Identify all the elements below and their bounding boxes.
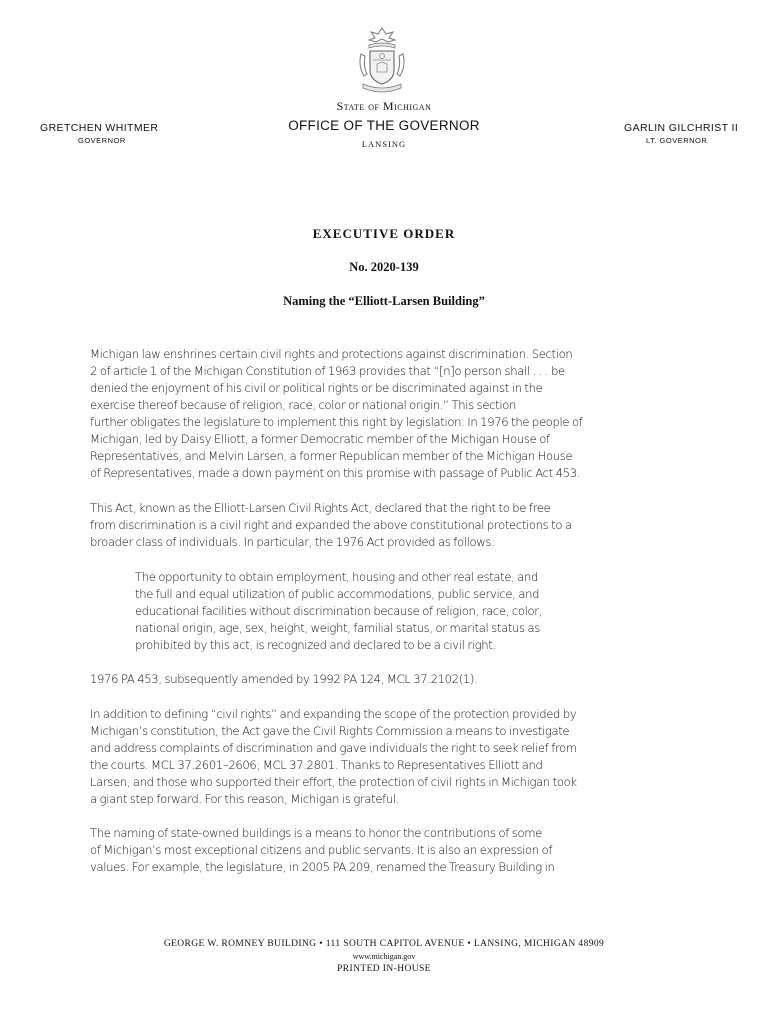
paragraph-line: values. For example, the legislature, in 2005 PA 209, renamed the Treasury Building in bbox=[90, 860, 555, 874]
paragraph-line: of Representatives, made a down payment on this promise with passage of Public Act 453. bbox=[90, 466, 581, 480]
citation-line: 1976 PA 453, subsequently amended by 1992 PA 124, MCL 37.2102(1). bbox=[90, 672, 478, 686]
quote-line: educational facilities without discrimination because of religion, race, color, bbox=[135, 604, 542, 618]
paragraph-5 bbox=[90, 825, 690, 876]
paragraph-line: the courts. MCL 37.2601–2606; MCL 37.2801. Thanks to Representatives Elliott and bbox=[90, 758, 543, 772]
paragraph-line: broader class of individuals. In particular, the 1976 Act provided as follows: bbox=[90, 535, 495, 549]
quote-line: national origin, age, sex, height, weight, familial status, or marital status as bbox=[135, 621, 540, 635]
paragraph-line: exercise thereof because of religion, race, color or national origin.” This section bbox=[90, 398, 516, 412]
footer-website: www.michigan.gov bbox=[352, 952, 416, 961]
paragraph-line: Larsen, and those who supported their effort, the protection of civil rights in Michigan took bbox=[90, 775, 577, 789]
seal-graphic bbox=[355, 26, 409, 96]
citation bbox=[90, 671, 690, 688]
order-number: No. 2020-139 bbox=[349, 260, 419, 274]
paragraph-line: This Act, known as the Elliott-Larsen Civil Rights Act, declared that the right to be free bbox=[90, 501, 551, 515]
michigan-seal-icon bbox=[355, 26, 409, 96]
paragraph-line: Michigan, led by Daisy Elliott, a former Democratic member of the Michigan House of bbox=[90, 432, 550, 446]
governor-name: GRETCHEN WHITMER bbox=[40, 122, 159, 134]
order-title: Naming the “Elliott-Larsen Building” bbox=[283, 294, 485, 308]
paragraph-line: a giant step forward. For this reason, Michigan is grateful. bbox=[90, 792, 400, 806]
paragraph-line: The naming of state-owned buildings is a means to honor the contributions of some bbox=[90, 826, 542, 840]
quote-line: the full and equal utilization of public accommodations, public service, and bbox=[135, 587, 540, 601]
paragraph-2 bbox=[90, 500, 690, 551]
paragraph-line: from discrimination is a civil right and expanded the above constitutional protections to a bbox=[90, 518, 572, 532]
paragraph-line: further obligates the legislature to implement this right by legislation. In 1976 the people of bbox=[90, 415, 583, 429]
footer-address: GEORGE W. ROMNEY BUILDING • 111 SOUTH CAPITOL AVENUE • LANSING, MICHIGAN 48909 bbox=[163, 939, 605, 949]
footer-printed: PRINTED IN-HOUSE bbox=[337, 964, 431, 974]
paragraph-line: of Michigan’s most exceptional citizens and public servants. It is also an expression of bbox=[90, 843, 553, 857]
lt-governor-title: LT. GOVERNOR bbox=[646, 136, 708, 145]
quote-line: The opportunity to obtain employment, housing and other real estate, and bbox=[135, 570, 539, 584]
paragraph-line: Representatives, and Melvin Larsen, a former Republican member of the Michigan House bbox=[90, 449, 573, 463]
block-quote bbox=[135, 569, 635, 654]
city-name: LANSING bbox=[361, 139, 407, 149]
order-heading: EXECUTIVE ORDER bbox=[312, 226, 456, 241]
paragraph-line: denied the enjoyment of his civil or political rights or be discriminated against in the bbox=[90, 381, 543, 395]
paragraph-line: and address complaints of discrimination and gave individuals the right to seek relief from bbox=[90, 741, 577, 755]
office-name: OFFICE OF THE GOVERNOR bbox=[288, 118, 480, 133]
paragraph-4 bbox=[90, 706, 690, 808]
quote-line: prohibited by this act, is recognized and declared to be a civil right. bbox=[135, 638, 496, 652]
paragraph-line: Michigan’s constitution, the Act gave the Civil Rights Commission a means to investigate bbox=[90, 724, 570, 738]
state-name: State of Michigan bbox=[336, 99, 432, 113]
paragraph-line: Michigan law enshrines certain civil rights and protections against discrimination. Section bbox=[90, 347, 573, 361]
paragraph-1 bbox=[90, 346, 690, 482]
governor-title: GOVERNOR bbox=[78, 136, 126, 145]
lt-governor-name: GARLIN GILCHRIST II bbox=[624, 122, 739, 134]
paragraph-line: In addition to defining “civil rights” and expanding the scope of the protection provided by bbox=[90, 707, 577, 721]
paragraph-line: 2 of article 1 of the Michigan Constitution of 1963 provides that “[n]o person shall . . . be bbox=[90, 364, 565, 378]
